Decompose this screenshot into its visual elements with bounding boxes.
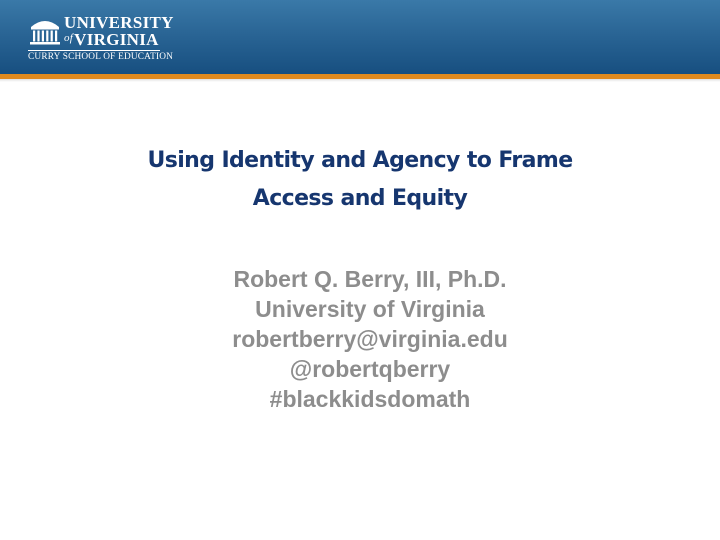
header-band bbox=[0, 0, 720, 74]
rotunda-icon bbox=[28, 13, 62, 47]
author-name: Robert Q. Berry, III, Ph.D. bbox=[233, 266, 507, 292]
author-affiliation: University of Virginia bbox=[255, 296, 485, 322]
title-line-2: Access and Equity bbox=[252, 186, 468, 211]
logo-virginia-word: VIRGINIA bbox=[74, 30, 159, 49]
header-shadow bbox=[0, 79, 720, 82]
author-email: robertberry@virginia.edu bbox=[232, 326, 508, 352]
logo-virginia-text bbox=[64, 31, 159, 51]
slide-title bbox=[90, 142, 630, 218]
author-hashtag: #blackkidsdomath bbox=[269, 386, 471, 412]
logo-school-text: CURRY SCHOOL OF EDUCATION bbox=[28, 52, 174, 62]
logo-university-text: UNIVERSITY bbox=[64, 13, 174, 32]
title-line-1: Using Identity and Agency to Frame bbox=[147, 148, 573, 173]
author-info bbox=[130, 264, 610, 414]
university-logo bbox=[28, 13, 174, 63]
author-twitter: @robertqberry bbox=[289, 356, 451, 382]
logo-of-text: of bbox=[64, 32, 74, 44]
